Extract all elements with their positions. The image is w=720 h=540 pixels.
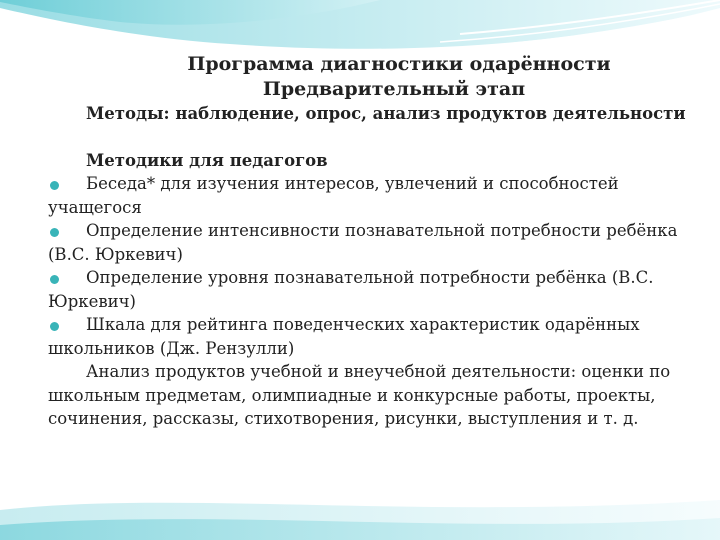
bullet-icon	[50, 228, 59, 237]
list-item	[48, 172, 688, 219]
teachers-heading: Методики для педагогов	[86, 150, 328, 170]
list-item-text: Шкала для рейтинга поведенческих характеристик одарённых школьников (Дж. Рензулли)	[48, 315, 640, 358]
list-item-text: Определение уровня познавательной потребности ребёнка (В.С. Юркевич)	[48, 268, 654, 311]
slide-title: Программа диагностики одарённости	[187, 53, 611, 75]
slide-content	[48, 52, 688, 431]
list-item	[48, 266, 688, 313]
bullet-icon	[50, 322, 59, 331]
list-item	[48, 219, 688, 266]
bullet-icon	[50, 275, 59, 284]
methods-paragraph: Методы: наблюдение, опрос, анализ продуктов деятельности	[86, 104, 686, 123]
bullet-icon	[50, 181, 59, 190]
list-item-text: Беседа* для изучения интересов, увлечений и способностей учащегося	[48, 174, 619, 217]
spacer	[48, 126, 688, 149]
methods-list	[48, 172, 688, 360]
slide-subtitle: Предварительный этап	[262, 78, 526, 100]
analysis-paragraph: Анализ продуктов учебной и внеучебной деятельности: оценки по школьным предметам, олимпиадные и конкурсные работы, проекты, сочинения, рассказы, стихотворения, рисунки, выступления и т. д.	[48, 362, 671, 428]
list-item	[48, 313, 688, 360]
list-item-text: Определение интенсивности познавательной потребности ребёнка (В.С. Юркевич)	[48, 221, 678, 264]
